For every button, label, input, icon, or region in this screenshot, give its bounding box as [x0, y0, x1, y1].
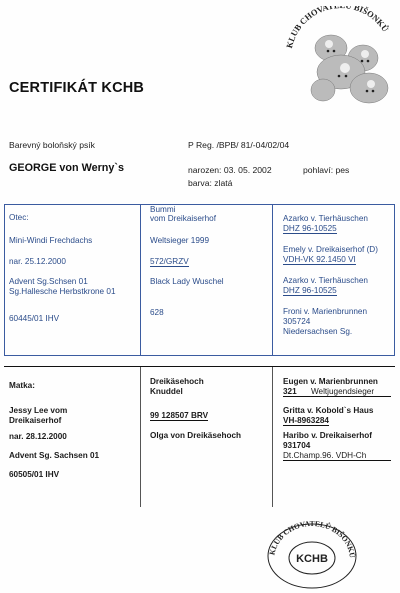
- sire-ggp3-name: Azarko v. Tierhäuschen: [283, 276, 368, 285]
- dam-ggp1-title: Weltjugendsieger: [310, 387, 375, 396]
- dam-ggp1-reg-line: [283, 387, 391, 397]
- sire-show-1: Advent Sg.Schsen 01: [9, 277, 88, 286]
- dam-gp1-name: Dreikäsehoch: [150, 377, 204, 386]
- dam-ggp3-name: Haribo v. Dreikaiserhof: [283, 431, 373, 440]
- club-logo: [283, 6, 398, 118]
- dam-gp1-name2: Knuddel: [150, 387, 183, 396]
- sire-gp1-kennel: vom Dreikaiserhof: [150, 214, 216, 223]
- dam-ggp1-reg: 321: [283, 387, 297, 396]
- sire-ggp4-name: Froni v. Marienbrunnen: [283, 307, 368, 316]
- sex-field: pohlaví: pes: [303, 165, 350, 175]
- stamp-icon: [264, 516, 360, 590]
- sire-ggp1-reg: DHZ 96-10525: [283, 224, 337, 233]
- sire-ggp4-title: Niedersachsen Sg.: [283, 327, 353, 336]
- sire-reg: 60445/01 IHV: [9, 314, 60, 323]
- dam-name-2: Dreikaiserhof: [9, 416, 62, 425]
- dog-name: GEORGE von Werny`s: [9, 162, 124, 174]
- sire-gp1-title: Weltsieger 1999: [150, 236, 210, 245]
- dam-ggp1-name: Eugen v. Marienbrunnen: [283, 377, 378, 386]
- sire-ggp2-name: Emely v. Dreikaiserhof (D): [283, 245, 378, 254]
- sire-gp1-reg: 572/GRZV: [150, 257, 189, 266]
- sire-born: nar. 25.12.2000: [9, 257, 66, 266]
- breed-label: Barevný boloňský psík: [9, 140, 95, 150]
- dam-ggp2-reg: VH-8963284: [283, 416, 329, 425]
- stamp-ring-text: KLUB CHOVATELŮ BIŠONKŮ: [267, 518, 357, 559]
- birth-date: narozen: 03. 05. 2002: [188, 165, 272, 175]
- registration-number: P Reg. /BPB/ 81/-04/02/04: [188, 140, 290, 150]
- divider: [272, 205, 273, 355]
- divider: [272, 367, 273, 507]
- dam-show-1: Advent Sg. Sachsen 01: [9, 451, 100, 460]
- certificate-title: CERTIFIKÁT KCHB: [9, 80, 145, 96]
- color-field: barva: zlatá: [188, 178, 233, 188]
- sire-show-2: Sg.Hallesche Herbstkrone 01: [9, 287, 116, 296]
- dam-born: nar. 28.12.2000: [9, 432, 67, 441]
- sire-ggp2-reg: VDH-VK 92.1450 VI: [283, 255, 356, 264]
- dam-label: Matka:: [9, 381, 35, 390]
- dam-name-1: Jessy Lee vom: [9, 406, 68, 415]
- divider: [140, 367, 141, 507]
- dam-ggp3-title: Dt.Champ.96. VDH-Ch: [283, 451, 391, 461]
- bichon-dogs-icon: [283, 6, 398, 118]
- sire-ggp3-reg: DHZ 96-10525: [283, 286, 337, 295]
- divider: [140, 205, 141, 355]
- sire-ggp1-name: Azarko v. Tierhäuschen: [283, 214, 368, 223]
- dam-ggp2-name: Gritta v. Kobold`s Haus: [283, 406, 374, 415]
- sire-gp1-name: Bummi: [150, 205, 176, 214]
- dam-gp2-name: Olga von Dreikäsehoch: [150, 431, 242, 440]
- dam-gp1-reg: 99 128507 BRV: [150, 411, 209, 420]
- club-stamp: [264, 516, 360, 590]
- sire-gp2-name: Black Lady Wuschel: [150, 277, 224, 286]
- sire-gp2-reg: 628: [150, 308, 164, 317]
- dam-reg: 60505/01 IHV: [9, 470, 60, 479]
- dam-ggp3-reg: 931704: [283, 441, 311, 450]
- sire-name: Mini-Windi Frechdachs: [9, 236, 93, 245]
- sire-label: Otec:: [9, 213, 29, 222]
- sire-ggp4-reg: 305724: [283, 317, 311, 326]
- logo-arc-text: KLUB CHOVAT BIŠONKŮ: [284, 6, 391, 50]
- stamp-center-text: KCHB: [296, 553, 328, 565]
